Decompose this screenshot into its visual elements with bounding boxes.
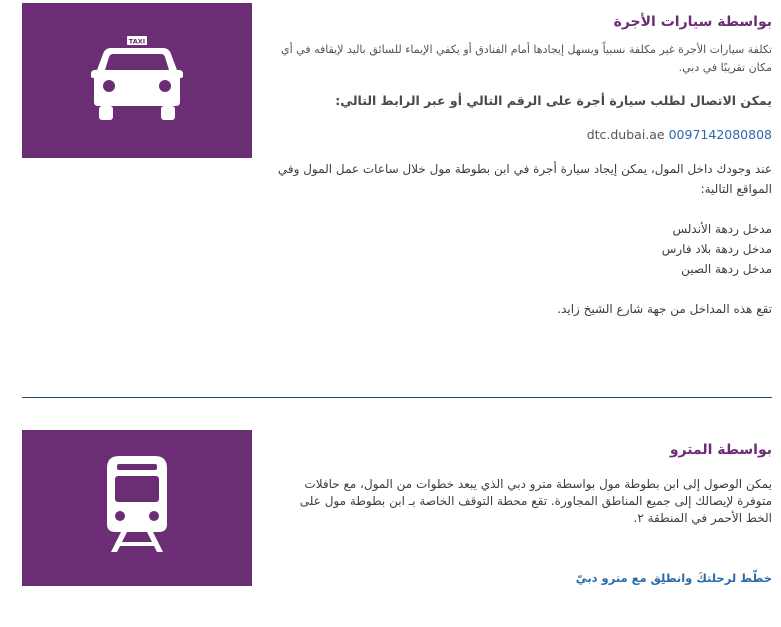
metro-section xyxy=(275,440,772,587)
taxi-location-list xyxy=(275,219,772,279)
taxi-location-item: مدخل ردهة الأندلس xyxy=(672,222,772,236)
taxi-contact-line xyxy=(275,125,772,145)
taxi-section xyxy=(275,12,772,319)
taxi-mall-note: عند وجودك داخل المول، يمكن إيجاد سيارة أجرة في ابن بطوطة مول خلال ساعات عمل المول وفي المواقع التالية: xyxy=(277,162,772,196)
taxi-location-item: مدخل ردهة الصين xyxy=(681,262,772,276)
taxi-roof-sign: TAXI xyxy=(128,37,146,45)
metro-plan-journey-link[interactable]: خطّط لرحلتكَ وانطلِق مع مترو دبيّ xyxy=(575,571,772,585)
taxi-domain-text: dtc.dubai.ae xyxy=(586,127,665,142)
taxi-location-item: مدخل ردهة بلاد فارس xyxy=(661,242,772,256)
metro-body: يمكن الوصول إلى ابن بطوطة مول بواسطة مترو دبي الذي يبعد خطوات من المول، مع حافلات متوفرة لإيصالك إلى جميع المناطق المجاورة. تقع محطة التوقف الخاصة بـ ابن بطوطة مول على الخط الأحمر في المنطقة ٢. xyxy=(299,477,772,525)
taxi-entrances-note: تقع هذه المداخل من جهة شارع الشيخ زايد. xyxy=(557,302,772,316)
taxi-tile xyxy=(22,3,252,158)
taxi-icon xyxy=(91,36,183,126)
taxi-heading: بواسطة سيارات الأجرة xyxy=(613,14,772,30)
taxi-contact-prompt: يمكن الاتصال لطلب سيارة أجرة على الرقم التالي أو عبر الرابط التالي: xyxy=(335,93,772,108)
taxi-phone-link[interactable]: 0097142080808 xyxy=(668,127,772,142)
taxi-intro: تكلفة سيارات الأجرة غير مكلفة نسبياً ويسهل إيجادها أمام الفنادق أو يكفي الإيماء للسائق باليد لإيقافه في أي مكان تقريبًا في دبي. xyxy=(281,43,772,74)
metro-tile xyxy=(22,430,252,586)
section-divider xyxy=(22,397,772,398)
metro-train-icon xyxy=(105,456,169,560)
metro-heading: بواسطة المترو xyxy=(669,442,772,458)
